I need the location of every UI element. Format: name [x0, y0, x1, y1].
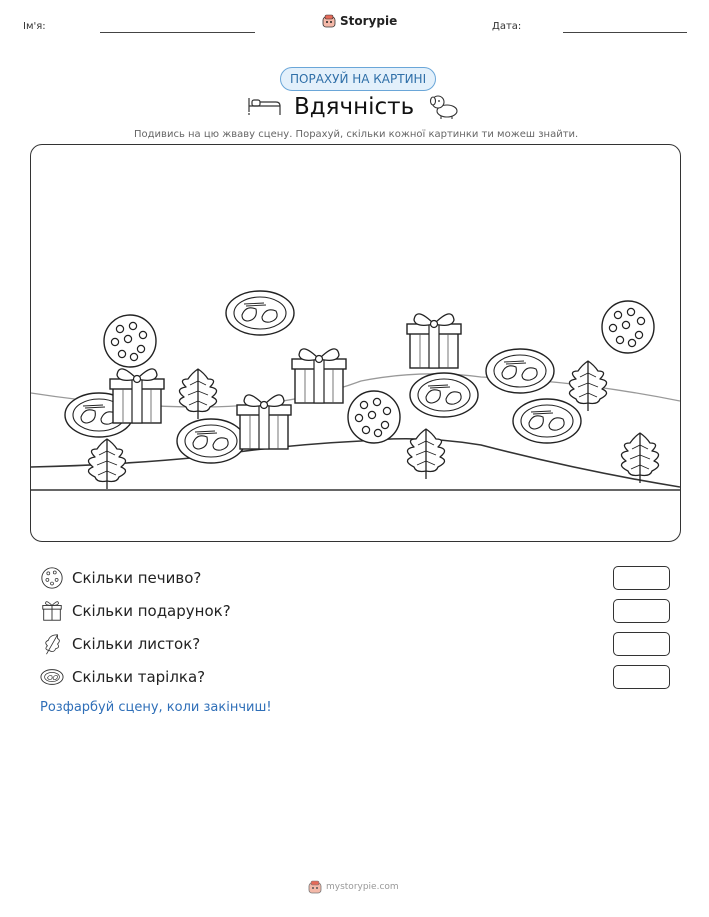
- date-label: Дата:: [492, 21, 522, 32]
- question-row-cookie: [40, 561, 670, 594]
- answer-box-gift[interactable]: [613, 599, 670, 623]
- date-line[interactable]: [563, 32, 687, 33]
- scene-frame: [30, 144, 681, 542]
- answer-box-leaf[interactable]: [613, 632, 670, 656]
- question-text: Скільки листок?: [72, 634, 201, 653]
- question-row-plate: [40, 660, 670, 693]
- plate-icon: [40, 665, 64, 689]
- question-text: Скільки печиво?: [72, 568, 202, 587]
- name-line[interactable]: [100, 32, 255, 33]
- footer-site-text: mystorypie.com: [326, 882, 399, 892]
- cookie-icon: [40, 566, 64, 590]
- storypie-mascot-icon: [308, 880, 322, 894]
- bed-icon: [246, 92, 284, 118]
- scene-illustration: [31, 145, 680, 541]
- page-title: Вдячність: [294, 94, 415, 120]
- question-text: Скільки подарунок?: [72, 601, 231, 620]
- coloring-note: Розфарбуй сцену, коли закінчиш!: [40, 700, 272, 715]
- name-label: Ім'я:: [23, 21, 46, 32]
- answer-box-plate[interactable]: [613, 665, 670, 689]
- instructions: Подивись на цю жваву сцену. Порахуй, скільки кожної картинки ти можеш знайти.: [134, 129, 579, 140]
- question-text: Скільки тарілка?: [72, 667, 206, 686]
- dog-icon: [428, 92, 460, 120]
- answer-box-cookie[interactable]: [613, 566, 670, 590]
- questions-list: [40, 561, 670, 693]
- footer-site: [308, 880, 399, 894]
- storypie-mascot-icon: [322, 14, 336, 28]
- question-row-gift: [40, 594, 670, 627]
- brand-name: Storypie: [340, 14, 398, 28]
- brand-logo: [322, 14, 397, 28]
- leaf-icon: [40, 632, 64, 656]
- gift-icon: [40, 599, 64, 623]
- question-row-leaf: [40, 627, 670, 660]
- activity-badge: ПОРАХУЙ НА КАРТИНІ: [280, 67, 436, 91]
